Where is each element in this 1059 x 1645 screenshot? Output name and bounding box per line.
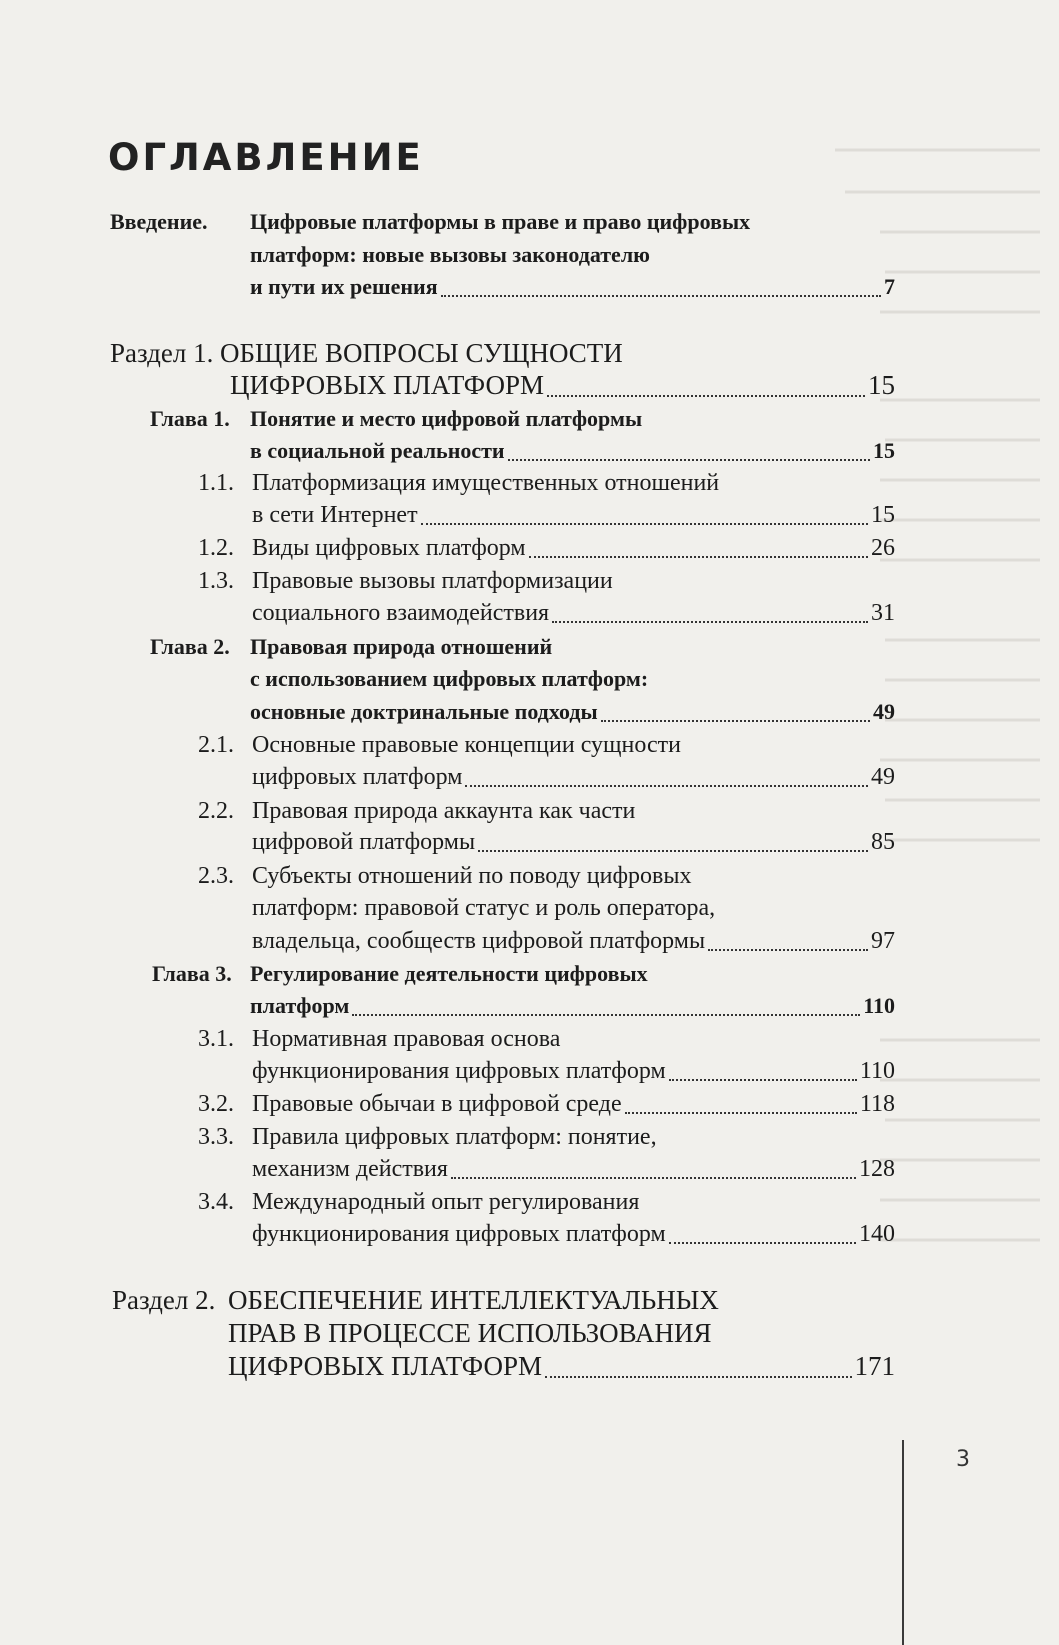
subsection-number: 3.2. (198, 1091, 234, 1117)
dot-leader (421, 510, 868, 530)
subsection-line-1: Основные правовые концепции сущности (252, 732, 681, 758)
page-ref: 118 (859, 1091, 895, 1117)
chapter-2-line-3: основные доктринальные подходы 49 (250, 697, 895, 727)
subsection-number: 1.3. (198, 568, 234, 594)
section-2-line-2: ПРАВ В ПРОЦЕССЕ ИСПОЛЬЗОВАНИЯ (228, 1318, 712, 1348)
subsection-line-1: Нормативная правовая основа (252, 1026, 561, 1052)
subsection-line-2: платформ: правовой статус и роль оператора, (252, 895, 716, 921)
subsection-line-1: Правовая природа аккаунта как части (252, 798, 636, 824)
page-ref: 128 (859, 1156, 895, 1182)
intro-label: Введение. (110, 209, 208, 234)
subsection-line-1: Виды цифровых платформ 26 (252, 535, 895, 561)
intro-line-1: Цифровые платформы в праве и право цифровых (250, 209, 751, 234)
chapter-2-label: Глава 2. (150, 634, 230, 659)
section-2-line-3: ЦИФРОВЫХ ПЛАТФОРМ 171 (228, 1351, 895, 1381)
page-ref: 7 (884, 274, 895, 299)
subsection-line-2: механизм действия 128 (252, 1156, 895, 1182)
subsection-line-1: Субъекты отношений по поводу цифровых (252, 863, 692, 889)
page-ref: 110 (863, 993, 895, 1018)
page-ref: 49 (871, 764, 895, 790)
chapter-1-line-1: Понятие и место цифровой платформы (250, 406, 643, 431)
page-ref: 15 (868, 370, 895, 400)
dot-leader (545, 1363, 852, 1383)
subsection-line-2: цифровой платформы 85 (252, 829, 895, 855)
dot-leader (669, 1229, 856, 1249)
dot-leader (547, 382, 865, 402)
page-ref: 110 (859, 1058, 895, 1084)
subsection-number: 3.4. (198, 1189, 234, 1215)
page-ref: 49 (873, 699, 895, 724)
subsection-number: 2.2. (198, 798, 234, 824)
dot-leader (352, 1001, 860, 1021)
intro-line-3: и пути их решения 7 (250, 272, 895, 302)
chapter-1-line-2: в социальной реальности 15 (250, 436, 895, 466)
page-ref: 140 (859, 1221, 895, 1247)
chapter-2-line-1: Правовая природа отношений (250, 634, 553, 659)
subsection-line-1: Правила цифровых платформ: понятие, (252, 1124, 657, 1150)
margin-rule (902, 1440, 904, 1645)
subsection-line-2: социального взаимодействия 31 (252, 600, 895, 626)
subsection-number: 2.1. (198, 732, 234, 758)
page-ref: 31 (871, 600, 895, 626)
page-ref: 15 (871, 502, 895, 528)
page-number: 3 (956, 1447, 970, 1472)
dot-leader (451, 1164, 856, 1184)
chapter-2-line-2: с использованием цифровых платформ: (250, 666, 649, 691)
page-ref: 171 (854, 1351, 895, 1381)
subsection-number: 1.2. (198, 535, 234, 561)
subsection-line-1: Правовые обычаи в цифровой среде 118 (252, 1091, 895, 1117)
page-ref: 26 (871, 535, 895, 561)
subsection-number: 3.1. (198, 1026, 234, 1052)
dot-leader (669, 1066, 857, 1086)
section-1-line-1: ОБЩИЕ ВОПРОСЫ СУЩНОСТИ (220, 338, 623, 368)
toc-heading: ОГЛАВЛЕНИЕ (108, 136, 424, 179)
subsection-line-3: владельца, сообществ цифровой платформы 97 (252, 928, 895, 954)
section-2-label: Раздел 2. (112, 1285, 216, 1315)
subsection-number: 3.3. (198, 1124, 234, 1150)
subsection-number: 2.3. (198, 863, 234, 889)
subsection-line-2: функционирования цифровых платформ 140 (252, 1221, 895, 1247)
dot-leader (508, 446, 870, 466)
chapter-1-label: Глава 1. (150, 406, 230, 431)
subsection-line-1: Правовые вызовы платформизации (252, 568, 613, 594)
dot-leader (601, 707, 870, 727)
dot-leader (708, 936, 868, 956)
section-1-label: Раздел 1. (110, 338, 214, 368)
chapter-3-line-1: Регулирование деятельности цифровых (250, 961, 648, 986)
subsection-line-1: Платформизация имущественных отношений (252, 470, 720, 496)
section-1-line-2: ЦИФРОВЫХ ПЛАТФОРМ 15 (230, 370, 895, 400)
subsection-number: 1.1. (198, 470, 234, 496)
dot-leader (625, 1099, 857, 1119)
intro-line-2: платформ: новые вызовы законодателю (250, 242, 650, 267)
subsection-line-2: цифровых платформ 49 (252, 764, 895, 790)
chapter-3-line-2: платформ 110 (250, 991, 895, 1021)
dot-leader (529, 543, 868, 563)
subsection-line-2: функционирования цифровых платформ 110 (252, 1058, 895, 1084)
dot-leader (552, 608, 868, 628)
dot-leader (465, 772, 868, 792)
dot-leader (478, 837, 868, 857)
dot-leader (441, 282, 881, 302)
section-2-line-1: ОБЕСПЕЧЕНИЕ ИНТЕЛЛЕКТУАЛЬНЫХ (228, 1285, 719, 1315)
subsection-line-1: Международный опыт регулирования (252, 1189, 640, 1215)
page-ref: 15 (873, 438, 895, 463)
page-ref: 85 (871, 829, 895, 855)
chapter-3-label: Глава 3. (152, 961, 232, 986)
page-ref: 97 (871, 928, 895, 954)
subsection-line-2: в сети Интернет 15 (252, 502, 895, 528)
